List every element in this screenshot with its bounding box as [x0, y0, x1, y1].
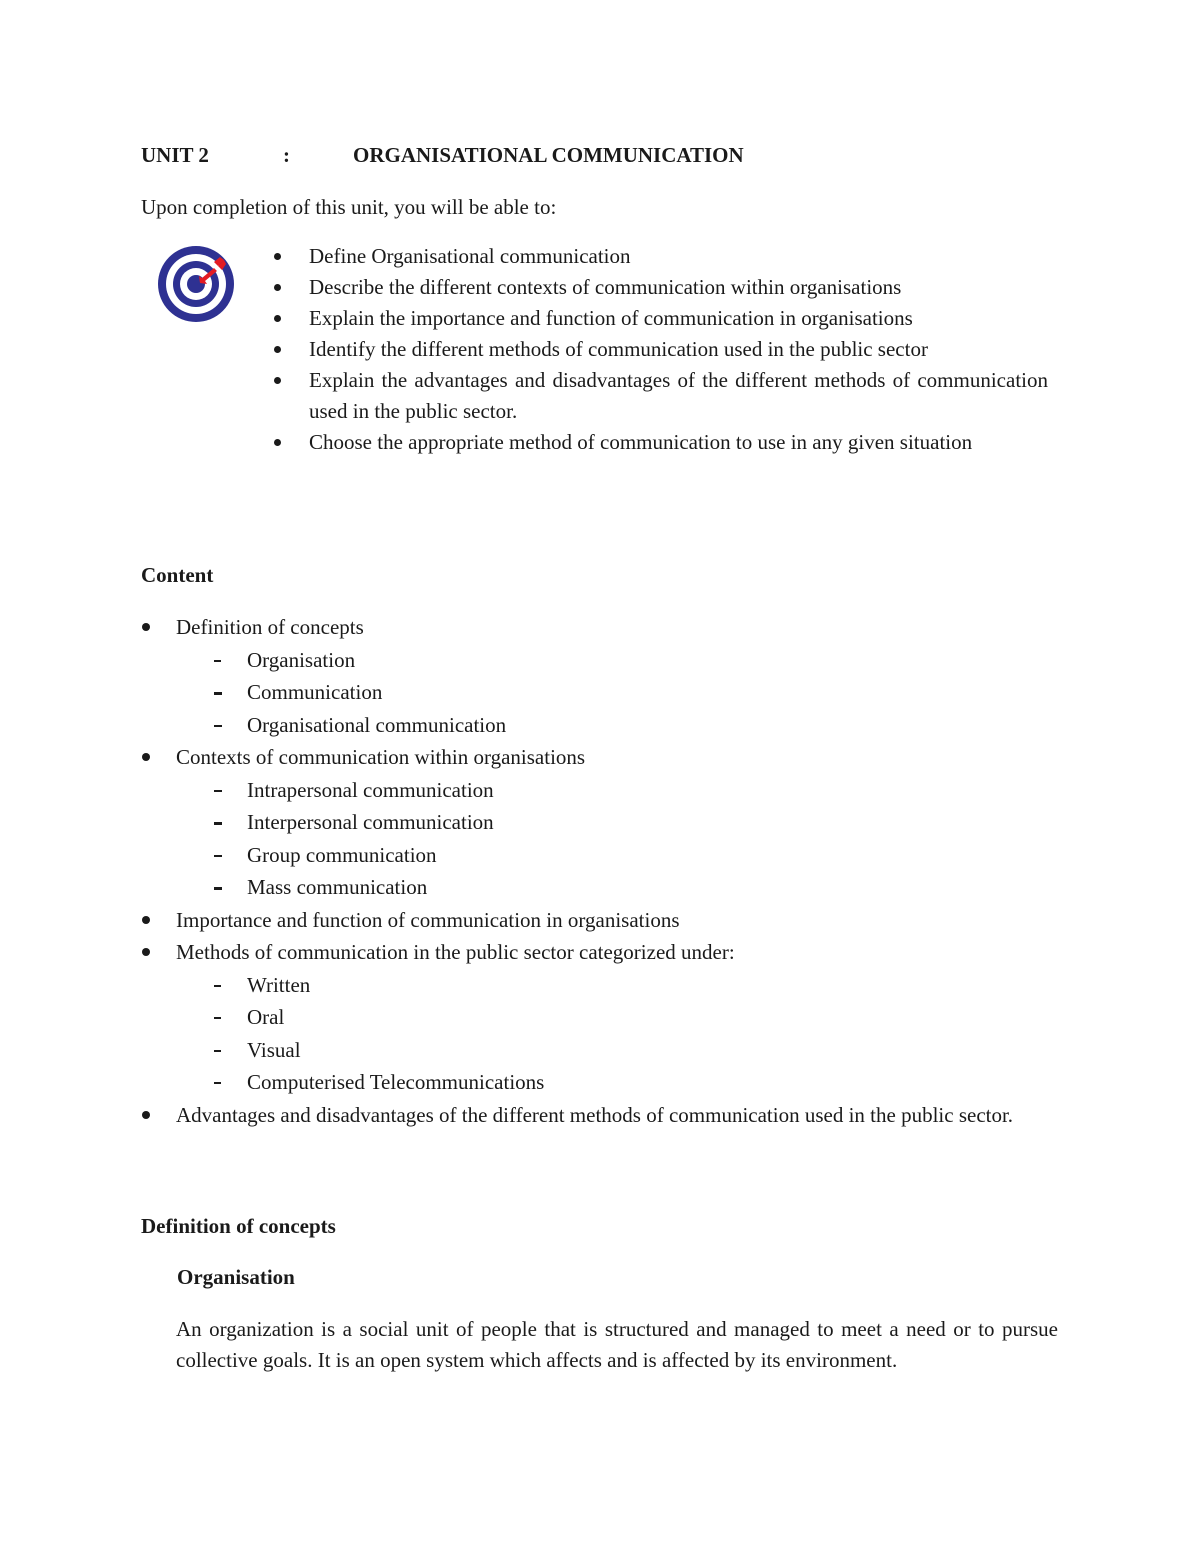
objective-item: Define Organisational communication: [272, 241, 1048, 272]
intro-text: Upon completion of this unit, you will be able to:: [141, 195, 557, 219]
content-sub-item: Group communication: [176, 839, 1060, 872]
content-sub-list: [176, 644, 1060, 742]
unit-number: UNIT 2: [141, 143, 209, 167]
content-item-label: Importance and function of communication in organisations: [176, 907, 680, 932]
unit-title: ORGANISATIONAL COMMUNICATION: [353, 143, 744, 167]
content-sub-item: Mass communication: [176, 871, 1060, 904]
content-item-label: Advantages and disadvantages of the different methods of communication used in the public sector.: [176, 1102, 1014, 1127]
unit-colon: :: [283, 143, 290, 167]
content-item-label: Methods of communication in the public sector categorized under:: [176, 940, 735, 964]
content-sub-item: Organisational communication: [176, 709, 1060, 742]
content-sub-item: Written: [176, 969, 1060, 1002]
content-sub-item: Intrapersonal communication: [176, 774, 1060, 807]
objective-item: Explain the importance and function of communication in organisations: [272, 303, 1048, 334]
organisation-definition: An organization is a social unit of people that is structured and managed to meet a need or to pursue collective goals. It is an open system which affects and is affected by its environment.: [176, 1317, 1058, 1372]
objectives-list: [272, 241, 1048, 458]
content-sub-item: Computerised Telecommunications: [176, 1066, 1060, 1099]
content-item-label: Definition of concepts: [176, 615, 364, 639]
objective-item: Identify the different methods of communication used in the public sector: [272, 334, 1048, 365]
content-item: [140, 936, 1060, 1099]
content-item: [140, 611, 1060, 741]
objective-item: Choose the appropriate method of communication to use in any given situation: [272, 427, 1048, 458]
content-list: [140, 611, 1060, 1131]
content-sub-item: Communication: [176, 676, 1060, 709]
content-item: [140, 1099, 1060, 1132]
definitions-heading: Definition of concepts: [141, 1214, 336, 1238]
target-bullseye-icon: [154, 242, 238, 326]
content-sub-item: Visual: [176, 1034, 1060, 1067]
objective-item: Describe the different contexts of communication within organisations: [272, 272, 1048, 303]
content-item: [140, 904, 1060, 937]
objective-item: Explain the advantages and disadvantages of the different methods of communication used in the public sector.: [272, 365, 1048, 427]
content-item-label: Contexts of communication within organisations: [176, 745, 586, 769]
content-sub-item: Organisation: [176, 644, 1060, 677]
content-sub-list: [176, 774, 1060, 904]
content-sub-item: Oral: [176, 1001, 1060, 1034]
content-sub-item: Interpersonal communication: [176, 806, 1060, 839]
content-item: [140, 741, 1060, 904]
content-sub-list: [176, 969, 1060, 1099]
content-heading: Content: [141, 563, 214, 587]
organisation-subheading: Organisation: [177, 1265, 295, 1289]
